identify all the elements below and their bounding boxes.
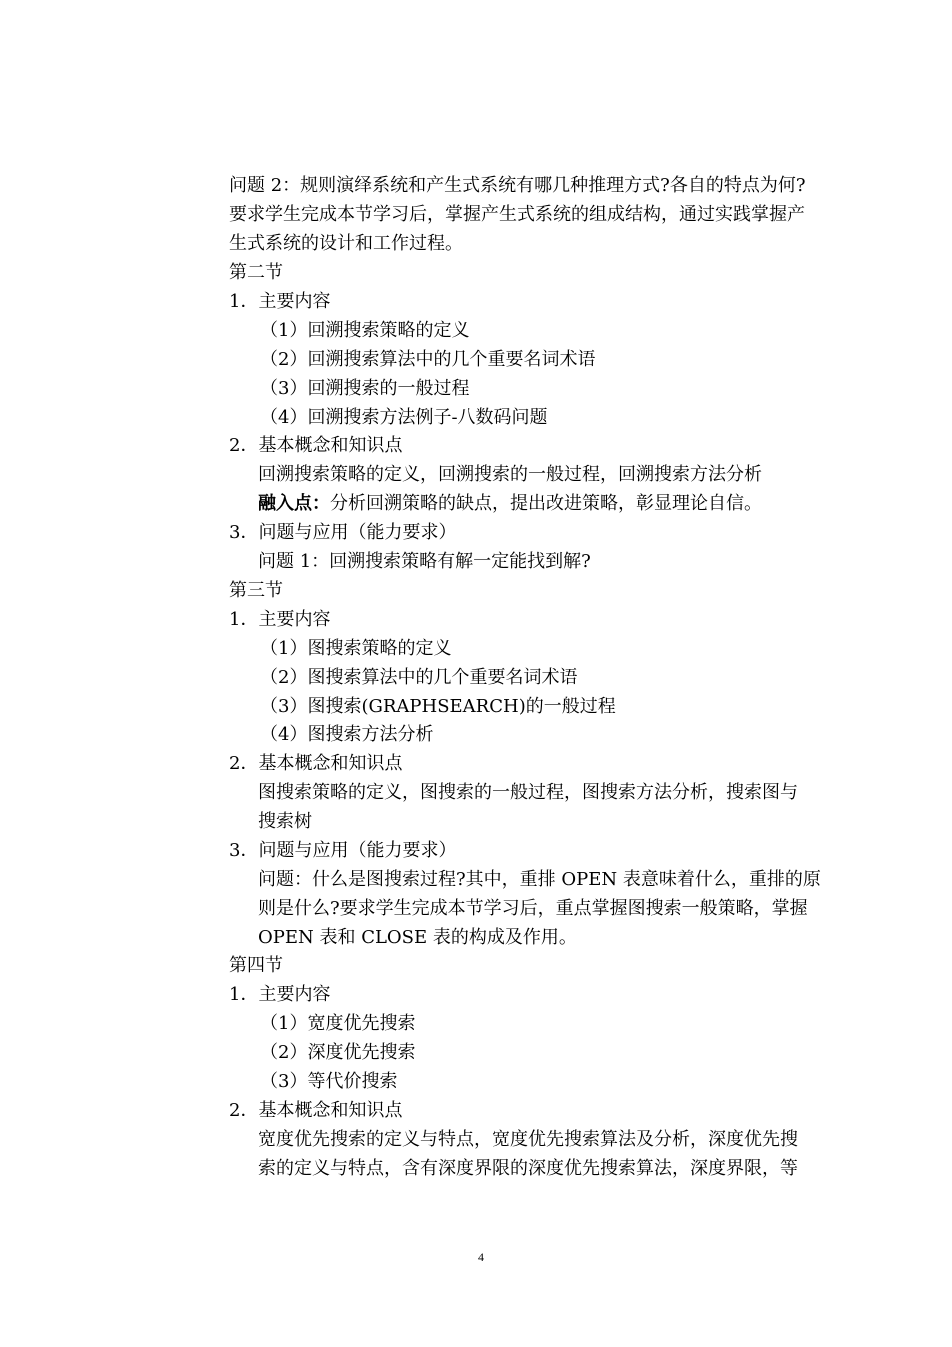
paragraph-line: 图搜索策略的定义，图搜索的一般过程，图搜索方法分析，搜索图与	[258, 782, 798, 803]
list-item: （4）回溯搜索方法例子-八数码问题	[260, 407, 548, 428]
paragraph-line: 则是什么?要求学生完成本节学习后，重点掌握图搜索一般策略，掌握	[258, 898, 808, 919]
section-heading: 第二节	[229, 262, 283, 283]
page-number: 4	[478, 1250, 484, 1264]
subsection-heading: 1．主要内容	[229, 291, 331, 312]
subsection-heading: 2．基本概念和知识点	[229, 1100, 403, 1121]
list-item: （3）等代价搜索	[260, 1071, 398, 1092]
paragraph-line: OPEN 表和 CLOSE 表的构成及作用。	[258, 927, 577, 948]
list-item: （1）宽度优先搜索	[260, 1013, 416, 1034]
subsection-heading: 1．主要内容	[229, 609, 331, 630]
list-item: （2）回溯搜索算法中的几个重要名词术语	[260, 349, 596, 370]
subsection-heading: 1．主要内容	[229, 984, 331, 1005]
paragraph-line: 索的定义与特点，含有深度界限的深度优先搜索算法，深度界限，等	[258, 1158, 798, 1179]
subsection-heading: 3．问题与应用（能力要求）	[229, 522, 457, 543]
highlight-text: 分析回溯策略的缺点，提出改进策略，彰显理论自信。	[330, 493, 762, 514]
paragraph-line: 生式系统的设计和工作过程。	[229, 233, 463, 254]
section-heading: 第四节	[229, 955, 283, 976]
subsection-heading: 2．基本概念和知识点	[229, 753, 403, 774]
paragraph-line: 要求学生完成本节学习后，掌握产生式系统的组成结构，通过实践掌握产	[229, 204, 805, 225]
paragraph-line: 问题 2：规则演绎系统和产生式系统有哪几种推理方式?各自的特点为何?	[229, 175, 806, 196]
list-item: （2）深度优先搜索	[260, 1042, 416, 1063]
paragraph-line: 问题：什么是图搜索过程?其中，重排 OPEN 表意味着什么，重排的原	[258, 869, 821, 890]
subsection-heading: 3．问题与应用（能力要求）	[229, 840, 457, 861]
list-item: （1）图搜索策略的定义	[260, 638, 452, 659]
paragraph-line: 宽度优先搜索的定义与特点，宽度优先搜索算法及分析，深度优先搜	[258, 1129, 798, 1150]
list-item: （2）图搜索算法中的几个重要名词术语	[260, 667, 578, 688]
list-item: （4）图搜索方法分析	[260, 724, 434, 745]
subsection-heading: 2．基本概念和知识点	[229, 435, 403, 456]
highlight-line	[258, 489, 762, 518]
paragraph-line: 回溯搜索策略的定义，回溯搜索的一般过程，回溯搜索方法分析	[258, 464, 762, 485]
list-item: （3）回溯搜索的一般过程	[260, 378, 470, 399]
section-heading: 第三节	[229, 580, 283, 601]
highlight-label: 融入点：	[258, 493, 330, 514]
list-item: （3）图搜索(GRAPHSEARCH)的一般过程	[260, 696, 616, 717]
paragraph-line: 搜索树	[258, 811, 312, 832]
paragraph-line: 问题 1：回溯搜索策略有解一定能找到解?	[258, 551, 591, 572]
list-item: （1）回溯搜索策略的定义	[260, 320, 470, 341]
